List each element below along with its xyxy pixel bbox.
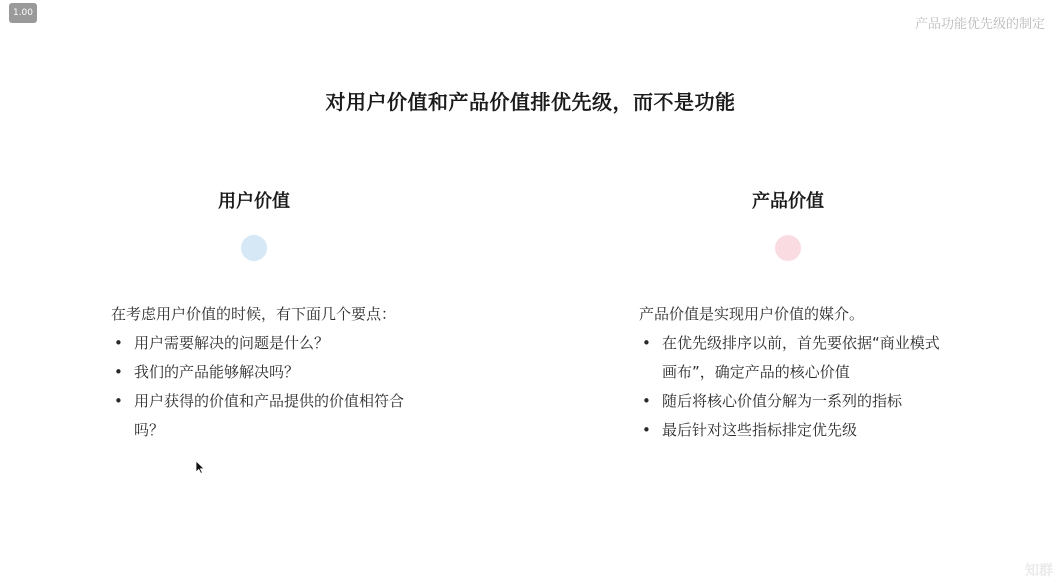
- brand-watermark: 知群: [1025, 563, 1053, 579]
- list-item: [111, 387, 411, 445]
- list-item-text: 在优先级排序以前，首先要依据“商业模式画布”，确定产品的核心价值: [662, 334, 940, 381]
- list-item-text: 用户获得的价值和产品提供的价值相符合吗？: [134, 392, 405, 439]
- bullet-icon: •: [114, 334, 123, 352]
- list-item-text: 我们的产品能够解决吗？: [134, 363, 300, 381]
- user-value-intro: 在考虑用户价值的时候，有下面几个要点：: [111, 305, 397, 323]
- user-value-dot-icon: [241, 235, 267, 261]
- list-item-text: 用户需要解决的问题是什么？: [134, 334, 330, 352]
- playback-speed-badge[interactable]: 1.00: [9, 3, 37, 23]
- product-value-column: [639, 300, 949, 445]
- user-value-list: [111, 329, 411, 445]
- list-item-text: 最后针对这些指标排定优先级: [662, 421, 858, 439]
- list-item: [639, 387, 949, 416]
- course-section-label: 产品功能优先级的制定: [914, 17, 1045, 32]
- bullet-icon: •: [114, 392, 123, 410]
- list-item: [639, 416, 949, 445]
- product-value-heading: 产品价值: [752, 191, 824, 212]
- list-item: [111, 329, 411, 358]
- list-item: [639, 329, 949, 387]
- bullet-icon: •: [642, 421, 651, 439]
- bullet-icon: •: [642, 334, 651, 352]
- bullet-icon: •: [114, 363, 123, 381]
- product-value-dot-icon: [775, 235, 801, 261]
- bullet-icon: •: [642, 392, 651, 410]
- product-value-list: [639, 329, 949, 445]
- user-value-column: [111, 300, 411, 445]
- list-item-text: 随后将核心价值分解为一系列的指标: [662, 392, 903, 410]
- product-value-intro: 产品价值是实现用户价值的媒介。: [639, 305, 865, 323]
- list-item: [111, 358, 411, 387]
- mouse-cursor-icon: [195, 460, 205, 474]
- user-value-heading: 用户价值: [218, 191, 290, 212]
- slide-title: 对用户价值和产品价值排优先级，而不是功能: [325, 90, 736, 114]
